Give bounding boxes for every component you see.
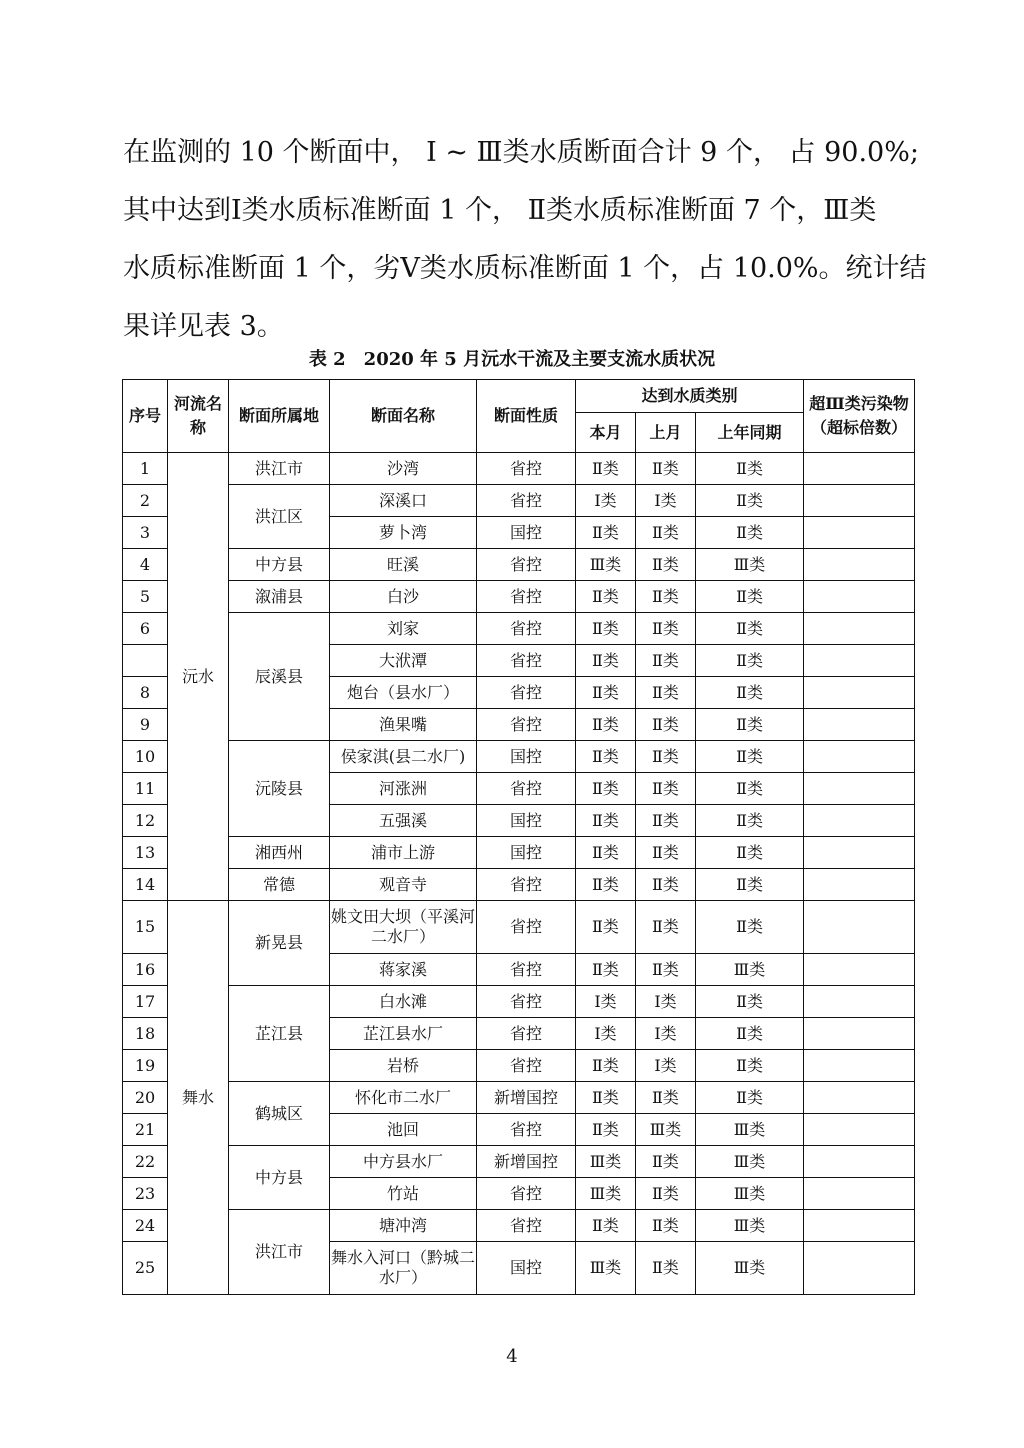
cell-this-month: Ⅱ类 (576, 1114, 636, 1146)
cell-locality: 湘西州 (229, 837, 330, 869)
cell-last-month: Ⅱ类 (636, 773, 696, 805)
cell-this-month: Ⅱ类 (576, 613, 636, 645)
cell-last-month: Ⅱ类 (636, 1178, 696, 1210)
cell-exceed (804, 1178, 915, 1210)
cell-last-year: Ⅲ类 (696, 1146, 804, 1178)
cell-this-month: Ⅱ类 (576, 517, 636, 549)
cell-last-month: Ⅱ类 (636, 453, 696, 485)
cell-seq: 24 (123, 1210, 168, 1242)
cell-river: 舞水 (168, 901, 229, 1295)
cell-this-month: Ⅱ类 (576, 869, 636, 901)
cell-exceed (804, 805, 915, 837)
table-row (123, 986, 915, 1018)
cell-section-type: 省控 (477, 485, 576, 517)
cell-this-month: Ⅱ类 (576, 805, 636, 837)
cell-last-year: Ⅲ类 (696, 1114, 804, 1146)
cell-seq: 17 (123, 986, 168, 1018)
cell-seq: 1 (123, 453, 168, 485)
cell-section-name: 塘冲湾 (330, 1210, 477, 1242)
cell-last-month: Ⅱ类 (636, 677, 696, 709)
cell-exceed (804, 954, 915, 986)
cell-section-type: 省控 (477, 1178, 576, 1210)
cell-last-month: Ⅱ类 (636, 805, 696, 837)
cell-locality: 洪江市 (229, 1210, 330, 1295)
cell-last-year: Ⅱ类 (696, 837, 804, 869)
cell-section-name: 蒋家溪 (330, 954, 477, 986)
cell-section-type: 省控 (477, 986, 576, 1018)
cell-last-month: Ⅱ类 (636, 869, 696, 901)
cell-section-type: 省控 (477, 954, 576, 986)
cell-this-month: Ⅱ类 (576, 773, 636, 805)
cell-last-year: Ⅲ类 (696, 1242, 804, 1295)
cell-last-month: Ⅰ类 (636, 485, 696, 517)
cell-seq: 15 (123, 901, 168, 954)
cell-last-year: Ⅱ类 (696, 645, 804, 677)
cell-exceed (804, 485, 915, 517)
header-exceed: 超Ⅲ类污染物（超标倍数） (804, 380, 915, 453)
cell-exceed (804, 1050, 915, 1082)
cell-seq: 11 (123, 773, 168, 805)
cell-locality: 洪江区 (229, 485, 330, 549)
table-row (123, 1210, 915, 1242)
table-row (123, 581, 915, 613)
cell-last-year: Ⅱ类 (696, 1018, 804, 1050)
cell-locality: 常德 (229, 869, 330, 901)
table-row (123, 1082, 915, 1114)
cell-this-month: Ⅱ类 (576, 453, 636, 485)
cell-section-type: 省控 (477, 1050, 576, 1082)
cell-exceed (804, 869, 915, 901)
cell-seq: 3 (123, 517, 168, 549)
cell-locality: 中方县 (229, 549, 330, 581)
cell-exceed (804, 1242, 915, 1295)
cell-this-month: Ⅱ类 (576, 741, 636, 773)
cell-last-month: Ⅱ类 (636, 581, 696, 613)
cell-last-year: Ⅱ类 (696, 709, 804, 741)
cell-section-name: 姚文田大坝（平溪河二水厂） (330, 901, 477, 954)
cell-last-year: Ⅱ类 (696, 677, 804, 709)
cell-locality: 芷江县 (229, 986, 330, 1082)
cell-section-name: 萝卜湾 (330, 517, 477, 549)
cell-section-type: 省控 (477, 549, 576, 581)
header-grade-group: 达到水质类别 (576, 380, 804, 413)
cell-exceed (804, 1018, 915, 1050)
cell-locality: 辰溪县 (229, 613, 330, 741)
table-row (123, 485, 915, 517)
cell-last-month: Ⅰ类 (636, 1050, 696, 1082)
cell-section-type: 省控 (477, 453, 576, 485)
table-header (123, 380, 915, 453)
cell-exceed (804, 741, 915, 773)
cell-this-month: Ⅱ类 (576, 581, 636, 613)
cell-section-name: 浦市上游 (330, 837, 477, 869)
cell-seq (123, 645, 168, 677)
cell-section-name: 怀化市二水厂 (330, 1082, 477, 1114)
cell-last-year: Ⅲ类 (696, 1210, 804, 1242)
cell-last-month: Ⅱ类 (636, 1210, 696, 1242)
header-section-type: 断面性质 (477, 380, 576, 453)
cell-exceed (804, 901, 915, 954)
cell-this-month: Ⅲ类 (576, 1178, 636, 1210)
cell-seq: 12 (123, 805, 168, 837)
cell-last-month: Ⅱ类 (636, 741, 696, 773)
cell-section-name: 沙湾 (330, 453, 477, 485)
cell-section-type: 国控 (477, 1242, 576, 1295)
header-locality: 断面所属地 (229, 380, 330, 453)
cell-section-name: 岩桥 (330, 1050, 477, 1082)
cell-this-month: Ⅱ类 (576, 709, 636, 741)
cell-last-month: Ⅱ类 (636, 901, 696, 954)
cell-section-name: 竹站 (330, 1178, 477, 1210)
cell-river: 沅水 (168, 453, 229, 901)
cell-exceed (804, 645, 915, 677)
cell-last-year: Ⅱ类 (696, 986, 804, 1018)
cell-seq: 22 (123, 1146, 168, 1178)
table-row (123, 453, 915, 485)
cell-this-month: Ⅰ类 (576, 1018, 636, 1050)
table-caption: 表 2 2020 年 5 月沅水干流及主要支流水质状况 (308, 349, 716, 370)
header-section-name: 断面名称 (330, 380, 477, 453)
paragraph-line: 水质标准断面 1 个，劣Ⅴ类水质标准断面 1 个，占 10.0%。统计结 (123, 253, 927, 284)
cell-last-month: Ⅰ类 (636, 1018, 696, 1050)
table-row (123, 613, 915, 645)
cell-seq: 14 (123, 869, 168, 901)
cell-exceed (804, 453, 915, 485)
cell-section-name: 芷江县水厂 (330, 1018, 477, 1050)
cell-last-year: Ⅱ类 (696, 453, 804, 485)
intro-paragraph (123, 124, 927, 356)
cell-this-month: Ⅲ类 (576, 1146, 636, 1178)
cell-section-name: 河涨洲 (330, 773, 477, 805)
cell-seq: 23 (123, 1178, 168, 1210)
cell-section-type: 省控 (477, 1018, 576, 1050)
cell-last-year: Ⅱ类 (696, 901, 804, 954)
cell-last-year: Ⅱ类 (696, 517, 804, 549)
cell-last-year: Ⅱ类 (696, 773, 804, 805)
cell-last-year: Ⅱ类 (696, 485, 804, 517)
cell-last-year: Ⅲ类 (696, 954, 804, 986)
cell-this-month: Ⅱ类 (576, 677, 636, 709)
water-quality-table (122, 379, 915, 1295)
cell-last-year: Ⅱ类 (696, 581, 804, 613)
header-last-year: 上年同期 (696, 413, 804, 453)
cell-last-year: Ⅱ类 (696, 805, 804, 837)
cell-this-month: Ⅲ类 (576, 549, 636, 581)
cell-section-name: 渔果嘴 (330, 709, 477, 741)
cell-last-year: Ⅱ类 (696, 741, 804, 773)
cell-section-name: 池回 (330, 1114, 477, 1146)
cell-last-month: Ⅱ类 (636, 837, 696, 869)
cell-exceed (804, 549, 915, 581)
cell-last-month: Ⅱ类 (636, 613, 696, 645)
cell-locality: 溆浦县 (229, 581, 330, 613)
cell-last-year: Ⅱ类 (696, 869, 804, 901)
table-row (123, 837, 915, 869)
table-row (123, 901, 915, 954)
header-this-month: 本月 (576, 413, 636, 453)
cell-seq: 21 (123, 1114, 168, 1146)
cell-seq: 4 (123, 549, 168, 581)
cell-exceed (804, 1082, 915, 1114)
cell-this-month: Ⅰ类 (576, 485, 636, 517)
table-row (123, 549, 915, 581)
cell-this-month: Ⅱ类 (576, 954, 636, 986)
cell-seq: 9 (123, 709, 168, 741)
cell-seq: 25 (123, 1242, 168, 1295)
header-seq: 序号 (123, 380, 168, 453)
cell-section-type: 国控 (477, 805, 576, 837)
page-number: 4 (506, 1346, 518, 1367)
cell-this-month: Ⅱ类 (576, 645, 636, 677)
cell-seq: 16 (123, 954, 168, 986)
cell-section-type: 省控 (477, 581, 576, 613)
header-river: 河流名称 (168, 380, 229, 453)
cell-seq: 5 (123, 581, 168, 613)
cell-locality: 鹤城区 (229, 1082, 330, 1146)
cell-seq: 8 (123, 677, 168, 709)
cell-locality: 中方县 (229, 1146, 330, 1210)
cell-section-type: 新增国控 (477, 1082, 576, 1114)
cell-locality: 沅陵县 (229, 741, 330, 837)
cell-section-type: 国控 (477, 741, 576, 773)
paragraph-line: 果详见表 3。 (123, 311, 284, 342)
cell-section-type: 国控 (477, 837, 576, 869)
cell-locality: 洪江市 (229, 453, 330, 485)
cell-section-name: 侯家淇(县二水厂) (330, 741, 477, 773)
cell-this-month: Ⅱ类 (576, 837, 636, 869)
cell-section-name: 舞水入河口（黔城二水厂） (330, 1242, 477, 1295)
table-row (123, 869, 915, 901)
cell-locality: 新晃县 (229, 901, 330, 986)
cell-last-month: Ⅱ类 (636, 709, 696, 741)
cell-exceed (804, 709, 915, 741)
cell-section-name: 中方县水厂 (330, 1146, 477, 1178)
cell-this-month: Ⅱ类 (576, 901, 636, 954)
cell-exceed (804, 581, 915, 613)
cell-section-type: 省控 (477, 1210, 576, 1242)
paragraph-line: 在监测的 10 个断面中， Ⅰ ~ Ⅲ类水质断面合计 9 个， 占 90.0%; (123, 137, 919, 168)
cell-seq: 2 (123, 485, 168, 517)
cell-section-type: 省控 (477, 709, 576, 741)
cell-section-name: 五强溪 (330, 805, 477, 837)
cell-seq: 20 (123, 1082, 168, 1114)
cell-seq: 18 (123, 1018, 168, 1050)
cell-exceed (804, 986, 915, 1018)
cell-section-type: 省控 (477, 901, 576, 954)
cell-section-name: 深溪口 (330, 485, 477, 517)
cell-exceed (804, 1210, 915, 1242)
cell-last-month: Ⅱ类 (636, 1082, 696, 1114)
cell-last-month: Ⅱ类 (636, 549, 696, 581)
cell-section-type: 省控 (477, 773, 576, 805)
cell-this-month: Ⅰ类 (576, 986, 636, 1018)
cell-section-type: 新增国控 (477, 1146, 576, 1178)
cell-section-type: 省控 (477, 645, 576, 677)
cell-last-month: Ⅲ类 (636, 1114, 696, 1146)
cell-last-month: Ⅱ类 (636, 954, 696, 986)
cell-seq: 13 (123, 837, 168, 869)
cell-last-year: Ⅱ类 (696, 613, 804, 645)
cell-last-month: Ⅱ类 (636, 1242, 696, 1295)
cell-section-type: 省控 (477, 677, 576, 709)
cell-section-name: 炮台（县水厂） (330, 677, 477, 709)
cell-last-month: Ⅱ类 (636, 517, 696, 549)
cell-exceed (804, 613, 915, 645)
cell-this-month: Ⅱ类 (576, 1210, 636, 1242)
cell-section-name: 刘家 (330, 613, 477, 645)
paragraph-line: 其中达到Ⅰ类水质标准断面 1 个， Ⅱ类水质标准断面 7 个，Ⅲ类 (123, 195, 877, 226)
cell-section-type: 省控 (477, 613, 576, 645)
cell-exceed (804, 837, 915, 869)
cell-last-month: Ⅱ类 (636, 1146, 696, 1178)
header-last-month: 上月 (636, 413, 696, 453)
cell-seq: 6 (123, 613, 168, 645)
cell-last-year: Ⅲ类 (696, 549, 804, 581)
cell-section-name: 白水滩 (330, 986, 477, 1018)
cell-last-month: Ⅰ类 (636, 986, 696, 1018)
table-body (123, 453, 915, 1295)
cell-this-month: Ⅲ类 (576, 1242, 636, 1295)
cell-section-name: 旺溪 (330, 549, 477, 581)
cell-section-type: 国控 (477, 517, 576, 549)
cell-last-year: Ⅱ类 (696, 1082, 804, 1114)
cell-this-month: Ⅱ类 (576, 1050, 636, 1082)
cell-section-name: 白沙 (330, 581, 477, 613)
cell-last-year: Ⅲ类 (696, 1178, 804, 1210)
cell-section-type: 省控 (477, 869, 576, 901)
cell-exceed (804, 1114, 915, 1146)
cell-exceed (804, 1146, 915, 1178)
cell-seq: 19 (123, 1050, 168, 1082)
table-row (123, 741, 915, 773)
cell-last-month: Ⅱ类 (636, 645, 696, 677)
cell-section-type: 省控 (477, 1114, 576, 1146)
cell-this-month: Ⅱ类 (576, 1082, 636, 1114)
cell-section-name: 大洑潭 (330, 645, 477, 677)
cell-exceed (804, 773, 915, 805)
cell-seq: 10 (123, 741, 168, 773)
cell-last-year: Ⅱ类 (696, 1050, 804, 1082)
cell-section-name: 观音寺 (330, 869, 477, 901)
table-row (123, 1146, 915, 1178)
cell-exceed (804, 517, 915, 549)
cell-exceed (804, 677, 915, 709)
